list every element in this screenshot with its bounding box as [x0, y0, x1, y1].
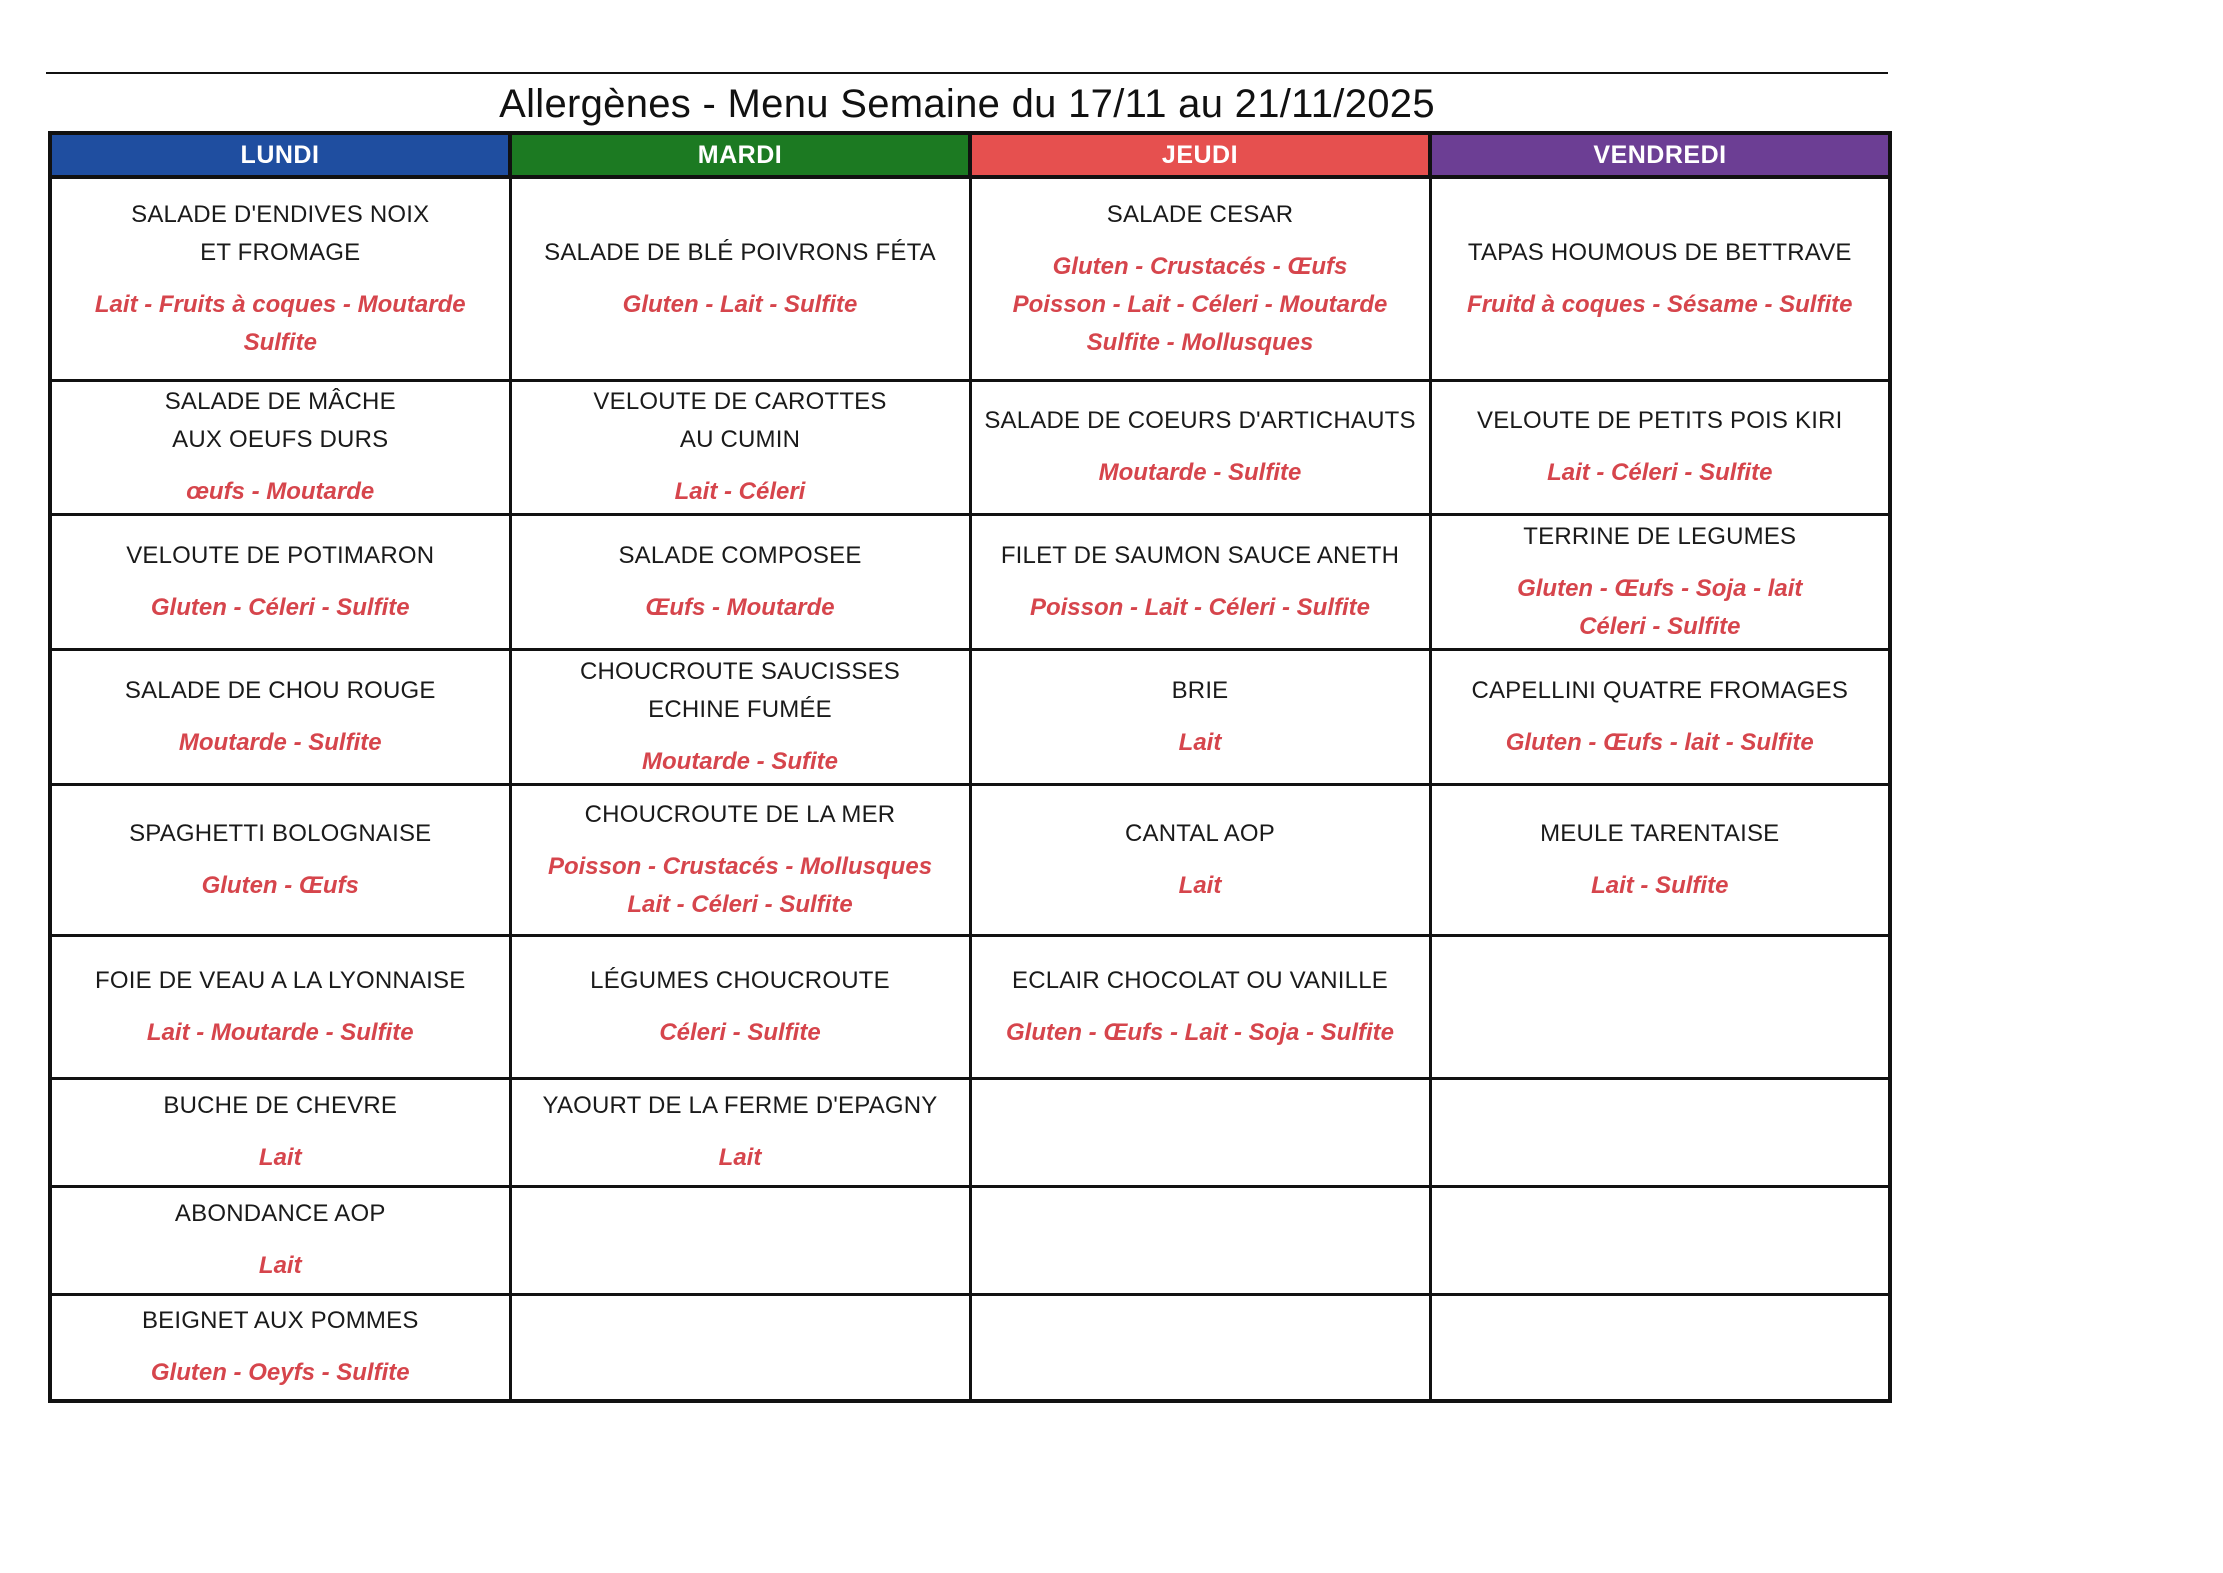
- menu-cell-jeudi: [970, 784, 1430, 935]
- menu-cell-mardi: [510, 514, 970, 649]
- dish-name: FILET DE SAUMON SAUCE ANETH: [1000, 541, 1400, 569]
- dish-name: VELOUTE DE PETITS POIS KIRI: [1477, 407, 1843, 434]
- allergen-list: Moutarde - Sufite: [642, 747, 838, 775]
- menu-cell-vendredi: [1430, 935, 1890, 1078]
- allergen-list: Lait: [1178, 871, 1222, 899]
- day-header-row: [50, 133, 1890, 177]
- page-title: Allergènes - Menu Semaine du 17/11 au 21/11/2025: [499, 82, 1435, 126]
- menu-cell-mardi: [510, 784, 970, 935]
- top-rule: [46, 72, 1888, 74]
- dish-name: LÉGUMES CHOUCROUTE: [590, 966, 890, 994]
- dish-name: CANTAL AOP: [1124, 819, 1276, 847]
- menu-cell-mardi: [510, 177, 970, 380]
- allergen-menu-table: [48, 131, 1892, 1403]
- dish-name: SALADE CESAR: [1106, 200, 1294, 228]
- allergen-list: Poisson - Lait - Céleri - Sulfite: [1029, 593, 1371, 621]
- allergen-list: Lait - Céleri: [674, 478, 806, 505]
- dish-name: CHOUCROUTE DE LA MER: [584, 800, 896, 828]
- dish-name: ABONDANCE AOP: [174, 1200, 386, 1227]
- allergen-list: Fruitd à coques - Sésame - Sulfite: [1467, 290, 1853, 318]
- menu-cell-jeudi: [970, 380, 1430, 514]
- allergen-list: Gluten - Œufs - Soja - lait Céleri - Sulfite: [1517, 574, 1803, 640]
- menu-cell-mardi: [510, 935, 970, 1078]
- menu-cell-jeudi: [970, 935, 1430, 1078]
- dish-name: CHOUCROUTE SAUCISSES ECHINE FUMÉE: [579, 657, 901, 723]
- menu-cell-vendredi: [1430, 784, 1890, 935]
- dish-name: YAOURT DE LA FERME D'EPAGNY: [542, 1092, 938, 1119]
- allergen-list: Lait - Fruits à coques - Moutarde Sulfite: [94, 290, 466, 356]
- dish-name: BUCHE DE CHEVRE: [163, 1092, 398, 1119]
- allergen-list: Céleri - Sulfite: [659, 1018, 821, 1046]
- menu-cell-vendredi: [1430, 177, 1890, 380]
- dish-name: SALADE COMPOSEE: [618, 541, 862, 569]
- menu-row: [50, 1294, 1890, 1401]
- dish-name: CAPELLINI QUATRE FROMAGES: [1471, 676, 1849, 704]
- allergen-list: Lait - Moutarde - Sulfite: [146, 1018, 414, 1046]
- menu-cell-lundi: [50, 784, 510, 935]
- dish-name: VELOUTE DE POTIMARON: [126, 541, 435, 569]
- menu-cell-lundi: [50, 1078, 510, 1186]
- dish-name: BEIGNET AUX POMMES: [141, 1307, 419, 1335]
- dish-name: VELOUTE DE CAROTTES AU CUMIN: [593, 388, 887, 453]
- menu-cell-lundi: [50, 1186, 510, 1294]
- allergen-list: Lait - Céleri - Sulfite: [1547, 459, 1773, 486]
- allergen-list: Lait - Sulfite: [1591, 871, 1729, 899]
- menu-cell-lundi: [50, 380, 510, 514]
- allergen-list: Moutarde - Sulfite: [178, 728, 382, 756]
- menu-cell-jeudi: [970, 1186, 1430, 1294]
- menu-row: [50, 1186, 1890, 1294]
- menu-cell-jeudi: [970, 649, 1430, 784]
- menu-cell-mardi: [510, 649, 970, 784]
- dish-name: SALADE DE CHOU ROUGE: [124, 676, 436, 704]
- menu-cell-vendredi: [1430, 514, 1890, 649]
- menu-cell-jeudi: [970, 1294, 1430, 1401]
- menu-cell-lundi: [50, 514, 510, 649]
- allergen-list: Œufs - Moutarde: [645, 593, 835, 621]
- dish-name: SALADE D'ENDIVES NOIX ET FROMAGE: [131, 200, 430, 266]
- allergen-list: Gluten - Céleri - Sulfite: [150, 593, 410, 621]
- menu-cell-jeudi: [970, 1078, 1430, 1186]
- menu-cell-mardi: [510, 1294, 970, 1401]
- menu-cell-mardi: [510, 380, 970, 514]
- dish-name: SALADE DE BLÉ POIVRONS FÉTA: [544, 238, 936, 266]
- menu-cell-vendredi: [1430, 1078, 1890, 1186]
- menu-row: [50, 1078, 1890, 1186]
- dish-name: TAPAS HOUMOUS DE BETTRAVE: [1467, 238, 1852, 266]
- menu-row: [50, 380, 1890, 514]
- allergen-list: Poisson - Crustacés - Mollusques Lait - Céleri - Sulfite: [547, 852, 933, 918]
- allergen-list: Lait: [258, 1144, 302, 1171]
- allergen-list: Lait: [718, 1144, 762, 1171]
- menu-cell-lundi: [50, 649, 510, 784]
- dish-name: SALADE DE COEURS D'ARTICHAUTS: [984, 407, 1416, 434]
- menu-cell-jeudi: [970, 177, 1430, 380]
- day-header-vendredi: VENDREDI: [1430, 133, 1890, 177]
- menu-row: [50, 784, 1890, 935]
- menu-cell-vendredi: [1430, 1186, 1890, 1294]
- dish-name: TERRINE DE LEGUMES: [1523, 522, 1797, 550]
- day-header-mardi: MARDI: [510, 133, 970, 177]
- allergen-list: Gluten - Œufs - lait - Sulfite: [1505, 728, 1814, 756]
- menu-row: [50, 649, 1890, 784]
- day-header-jeudi: JEUDI: [970, 133, 1430, 177]
- menu-cell-lundi: [50, 177, 510, 380]
- day-header-lundi: LUNDI: [50, 133, 510, 177]
- dish-name: SPAGHETTI BOLOGNAISE: [129, 819, 432, 847]
- dish-name: FOIE DE VEAU A LA LYONNAISE: [95, 966, 466, 994]
- allergen-list: Lait: [258, 1252, 302, 1279]
- menu-cell-lundi: [50, 1294, 510, 1401]
- dish-name: MEULE TARENTAISE: [1540, 819, 1780, 847]
- dish-name: BRIE: [1171, 676, 1229, 704]
- menu-row: [50, 177, 1890, 380]
- menu-cell-vendredi: [1430, 649, 1890, 784]
- allergen-list: Lait: [1178, 728, 1222, 756]
- allergen-list: Gluten - Œufs: [201, 871, 359, 899]
- menu-cell-vendredi: [1430, 380, 1890, 514]
- menu-row: [50, 935, 1890, 1078]
- menu-cell-mardi: [510, 1078, 970, 1186]
- menu-cell-vendredi: [1430, 1294, 1890, 1401]
- menu-row: [50, 514, 1890, 649]
- allergen-list: Gluten - Lait - Sulfite: [622, 290, 858, 318]
- allergen-list: Gluten - Crustacés - Œufs Poisson - Lait - Céleri - Moutarde Sulfite - Mollusques: [1012, 252, 1388, 356]
- dish-name: SALADE DE MÂCHE AUX OEUFS DURS: [164, 388, 396, 453]
- dish-name: ECLAIR CHOCOLAT OU VANILLE: [1012, 966, 1388, 994]
- allergen-list: Moutarde - Sulfite: [1098, 459, 1302, 486]
- allergen-list: œufs - Moutarde: [186, 478, 375, 505]
- allergen-list: Gluten - Oeyfs - Sulfite: [150, 1359, 410, 1387]
- menu-cell-jeudi: [970, 514, 1430, 649]
- menu-cell-lundi: [50, 935, 510, 1078]
- menu-cell-mardi: [510, 1186, 970, 1294]
- allergen-list: Gluten - Œufs - Lait - Soja - Sulfite: [1006, 1018, 1394, 1046]
